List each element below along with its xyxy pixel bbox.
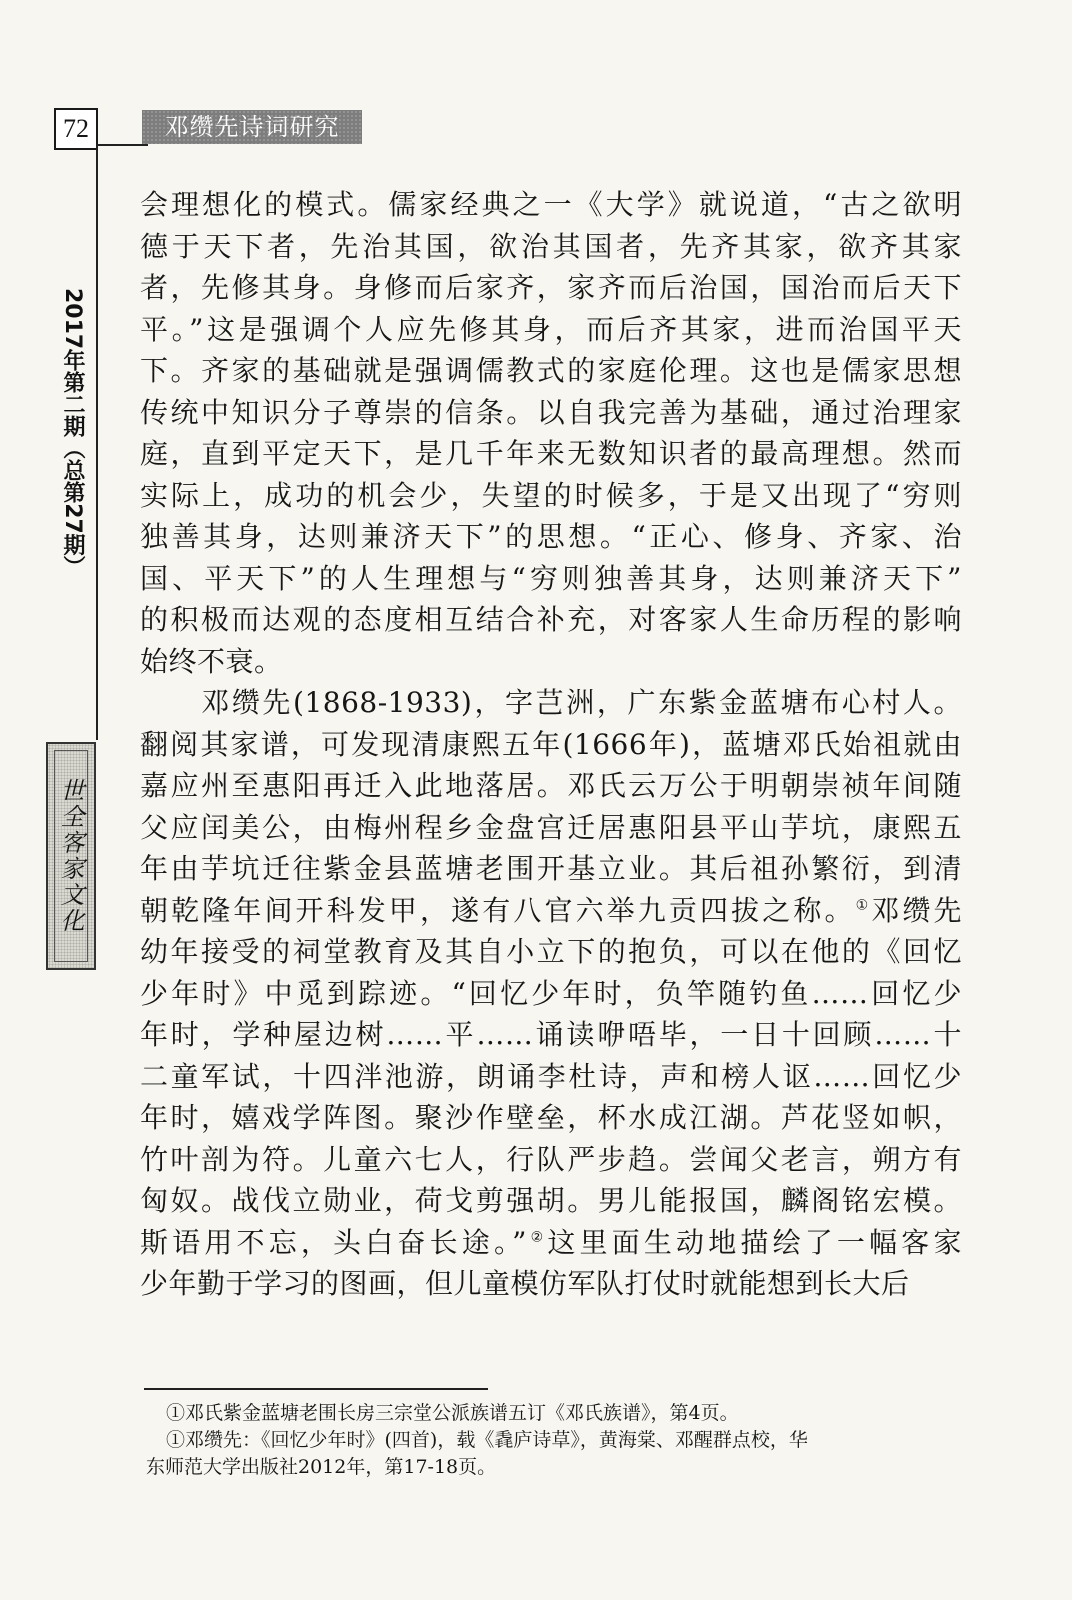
margin-rule — [96, 145, 98, 740]
text-line: 下。齐家的基础就是强调儒教式的家庭伦理。这也是儒家思想 — [140, 354, 962, 387]
text-line: 二童军试，十四泮池游，朗诵李杜诗，声和榜人讴……回忆少 — [140, 1059, 962, 1093]
footnote-marker-1[interactable]: ① — [855, 897, 872, 914]
text-line: 翻阅其家谱，可发现清康熙五年(1666年)，蓝塘邓氏始祖就由 — [140, 727, 962, 761]
text-line: 匈奴。战伐立勋业，荷戈剪强胡。男儿能报国，麟阁铭宏模。 — [140, 1184, 962, 1217]
text-line: 少年勤于学习的图画，但儿童模仿军队打仗时就能想到长大后 — [140, 1267, 910, 1300]
text-line: 会理想化的模式。儒家经典之一《大学》就说道，“古之欲明 — [140, 188, 962, 221]
text-line: 平。”这是强调个人应先修其身，而后齐其家，进而治国平天 — [140, 312, 962, 346]
footnote-1: ①邓氏紫金蓝塘老围长房三宗堂公派族谱五订《邓氏族谱》，第4页。 — [166, 1402, 739, 1424]
emblem-text: 世全客家文化 — [54, 750, 88, 962]
text-line: 者，先修其身。身修而后家齐，家齐而后治国，国治而后天下 — [140, 271, 962, 304]
text-line: 始终不衰。 — [140, 644, 283, 678]
text-line: 嘉应州至惠阳再迁入此地落居。邓氏云万公于明朝崇祯年间随 — [140, 769, 962, 802]
header-rule — [96, 144, 148, 146]
paragraph-2 — [140, 682, 962, 1305]
footnote-rule — [144, 1388, 488, 1390]
footnote-2-continued: 东师范大学出版社2012年，第17-18页。 — [146, 1456, 497, 1478]
footnote-2: ①邓缵先：《回忆少年时》(四首)，载《毳庐诗草》，黄海棠、邓醒群点校，华 — [166, 1429, 808, 1451]
text-line: 独善其身，达则兼济天下”的思想。“正心、修身、齐家、治 — [140, 520, 962, 553]
text-segment: 邓缵先 — [871, 893, 962, 927]
text-line-with-note — [140, 890, 962, 932]
emblem-seal — [46, 742, 96, 970]
text-line: 传统中知识分子尊崇的信条。以自我完善为基础，通过治理家 — [140, 395, 962, 429]
article-body — [140, 184, 962, 1305]
issue-label: 2017年第二期（总第27期） — [60, 288, 85, 578]
text-line: 国、平天下”的人生理想与“穷则独善其身，达则兼济天下” — [140, 561, 962, 595]
text-segment: 朝乾隆年间开科发甲，遂有八官六举九贡四拔之称。 — [140, 893, 856, 927]
text-line: 父应闰美公，由梅州程乡金盘宫迁居惠阳县平山芋坑，康熙五 — [140, 810, 962, 844]
page-number: 72 — [54, 108, 98, 150]
footnotes — [146, 1400, 966, 1481]
paragraph-1 — [140, 184, 962, 682]
text-line: 庭，直到平定天下，是几千年来无数知识者的最高理想。然而 — [140, 437, 962, 470]
text-segment: 斯语用不忘，头白奋长途。” — [140, 1225, 527, 1259]
text-line: 年由芋坑迁往紫金县蓝塘老围开基立业。其后祖孙繁衍，到清 — [140, 852, 962, 885]
journal-title-banner: 邓缵先诗词研究 — [142, 110, 362, 144]
text-line: 年时，学种屋边树……平……诵读咿唔毕，一日十回顾……十 — [140, 1018, 962, 1051]
text-line: 邓缵先(1868-1933)，字芑洲，广东紫金蓝塘布心村人。 — [140, 686, 962, 719]
text-line: 竹叶剖为符。儿童六七人，行队严步趋。尝闻父老言，朔方有 — [140, 1142, 962, 1176]
text-line-with-note — [140, 1222, 962, 1264]
text-line: 年时，嬉戏学阵图。聚沙作壁垒，杯水成江湖。芦花竖如帜， — [140, 1101, 962, 1134]
text-line: 少年时》中觅到踪迹。“回忆少年时，负竿随钓鱼……回忆少 — [140, 976, 962, 1010]
text-line: 德于天下者，先治其国，欲治其国者，先齐其家，欲齐其家 — [140, 229, 962, 263]
text-line: 幼年接受的祠堂教育及其自小立下的抱负，可以在他的《回忆 — [140, 935, 962, 968]
text-line: 实际上，成功的机会少，失望的时候多，于是又出现了“穷则 — [140, 478, 962, 512]
text-segment: 这里面生动地描绘了一幅客家 — [547, 1225, 962, 1259]
footnote-marker-2[interactable]: ② — [526, 1229, 548, 1246]
text-line: 的积极而达观的态度相互结合补充，对客家人生命历程的影响 — [140, 603, 962, 636]
